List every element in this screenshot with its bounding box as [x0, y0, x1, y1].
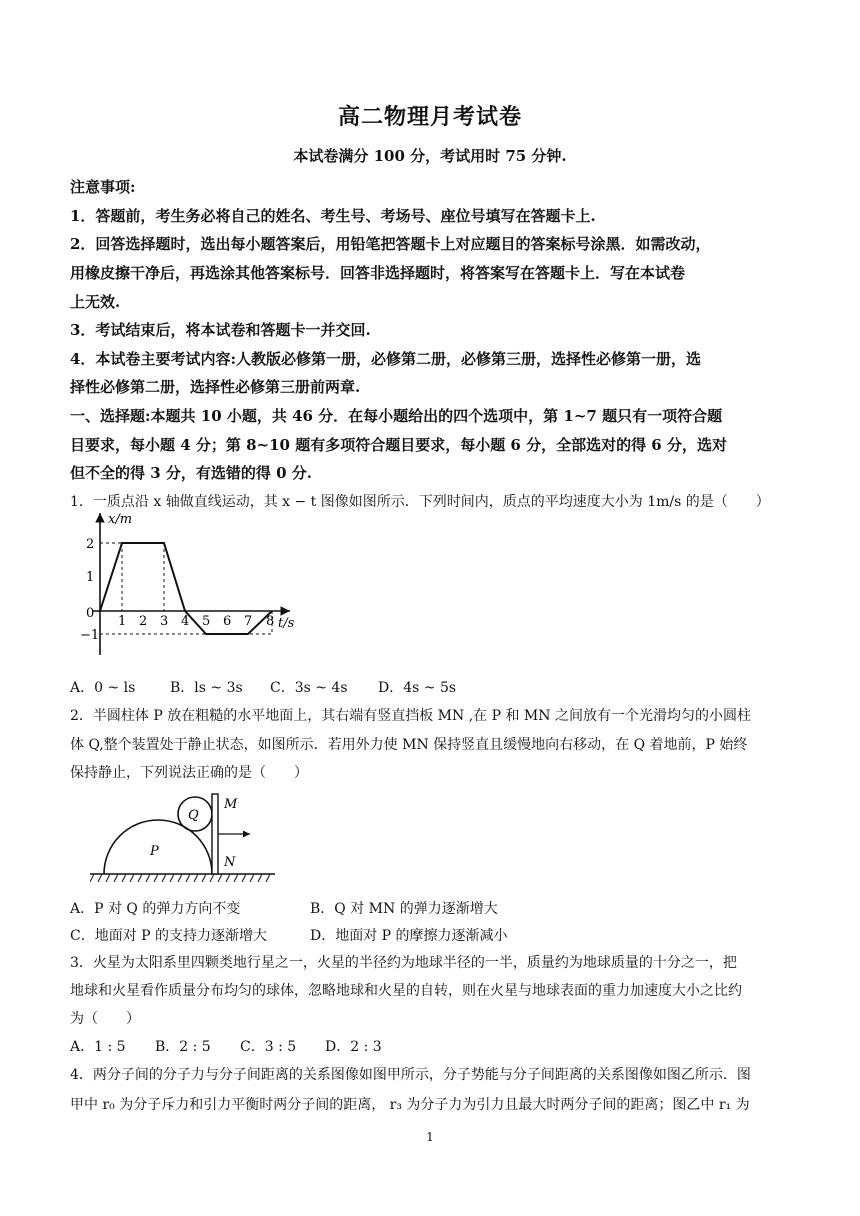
y-axis-label: x/m — [108, 512, 133, 527]
notice-line-1: 1．答题前，考生务必将自己的姓名、考生号、考场号、座位号填写在答题卡上. — [70, 207, 596, 225]
option-c[interactable]: C．3 : 5 — [240, 1039, 297, 1055]
question-2-options-row-1 — [70, 898, 498, 918]
option-c[interactable]: C．地面对 P 的支持力逐渐增大 — [70, 928, 268, 944]
ground-hatching — [90, 874, 270, 882]
x-tick-2: 2 — [139, 614, 148, 629]
label-p: P — [150, 844, 159, 859]
board-mn — [212, 794, 218, 874]
x-tick-3: 3 — [160, 614, 169, 629]
label-q: Q — [188, 808, 199, 823]
option-a[interactable]: A．1 : 5 — [70, 1039, 126, 1055]
option-d[interactable]: D．地面对 P 的摩擦力逐渐减小 — [310, 928, 508, 944]
question-2-figure — [90, 790, 280, 890]
question-1-text: 1．一质点沿 x 轴做直线运动，其 x − t 图像如图所示．下列时间内，质点的平均速度大小为 1m/s 的是（ ） — [70, 494, 770, 510]
section-instructions-1: 一、选择题:本题共 10 小题，共 46 分．在每小题给出的四个选项中，第 1~7 题只有一项符合题 — [70, 407, 723, 425]
option-b[interactable]: B．ls ~ 3s — [170, 680, 243, 696]
label-n: N — [224, 855, 236, 870]
question-3-line-2: 地球和火星看作质量分布均匀的球体，忽略地球和火星的自转，则在火星与地球表面的重力加速度大小之比约 — [70, 983, 742, 999]
x-tick-5: 5 — [202, 614, 211, 629]
y-tick-1: 1 — [86, 570, 95, 585]
x-axis-label: t/s — [278, 616, 295, 631]
x-tick-7: 7 — [244, 614, 253, 629]
question-3-line-1: 3．火星为太阳系里四颗类地行星之一，火星的半径约为地球半径的一半，质量约为地球质量的十分之一，把 — [70, 955, 737, 971]
option-d[interactable]: D．2 : 3 — [325, 1039, 382, 1055]
notice-line-3: 3．考试结束后，将本试卷和答题卡一并交回. — [70, 321, 371, 339]
x-tick-8: 8 — [266, 614, 275, 629]
question-1-options — [70, 677, 456, 697]
notice-line-2b: 用橡皮擦干净后，再选涂其他答案标号．回答非选择题时，将答案写在答题卡上．写在本试卷 — [70, 264, 686, 282]
question-4-line-1: 4．两分子间的分子力与分子间距离的关系图像如图甲所示，分子势能与分子间距离的关系图像如图乙所示．图 — [70, 1067, 751, 1083]
question-3-line-3: 为（ ） — [70, 1011, 140, 1027]
question-1-xt-graph — [80, 505, 310, 665]
label-m: M — [224, 797, 238, 812]
y-tick-neg1: −1 — [80, 628, 100, 643]
notice-line-4a: 4．本试卷主要考试内容:人教版必修第一册，必修第二册，必修第三册，选择性必修第一册，选 — [70, 350, 701, 368]
x-tick-4: 4 — [181, 614, 190, 629]
page-subtitle: 本试卷满分 100 分，考试用时 75 分钟. — [293, 147, 567, 165]
option-b[interactable]: B．2 : 5 — [155, 1039, 211, 1055]
y-tick-0: 0 — [86, 606, 95, 621]
option-a[interactable]: A．0 ~ ls — [70, 680, 136, 696]
section-instructions-3: 但不全的得 3 分，有选错的得 0 分. — [70, 464, 312, 482]
page-number: 1 — [426, 1130, 434, 1144]
x-tick-6: 6 — [223, 614, 232, 629]
question-2-options-row-2 — [70, 925, 508, 945]
option-d[interactable]: D．4s ~ 5s — [378, 680, 457, 696]
notice-line-2c: 上无效. — [70, 293, 121, 311]
question-2-line-2: 体 Q,整个装置处于静止状态，如图所示．若用外力使 MN 保持竖直且缓慢地向右移动，在 Q 着地前，P 始终 — [70, 737, 748, 753]
option-a[interactable]: A．P 对 Q 的弹力方向不变 — [70, 901, 241, 917]
notice-heading: 注意事项: — [70, 178, 136, 196]
notice-line-2a: 2．回答选择题时，选出每小题答案后，用铅笔把答题卡上对应题目的答案标号涂黑．如需改动， — [70, 235, 711, 253]
option-c[interactable]: C．3s ~ 4s — [270, 680, 348, 696]
section-instructions-2: 目要求，每小题 4 分；第 8~10 题有多项符合题目要求，每小题 6 分，全部选对的得 6 分，选对 — [70, 436, 727, 454]
page-title: 高二物理月考试卷 — [337, 104, 522, 130]
x-tick-1: 1 — [118, 614, 127, 629]
question-3-options — [70, 1036, 382, 1056]
option-b[interactable]: B．Q 对 MN 的弹力逐渐增大 — [310, 901, 498, 917]
question-2-line-3: 保持静止，下列说法正确的是（ ） — [70, 765, 308, 781]
question-4-line-2: 甲中 r₀ 为分子斥力和引力平衡时两分子间的距离， r₃ 为分子力为引力且最大时两分子间的距离；图乙中 r₁ 为 — [70, 1097, 750, 1113]
y-tick-2: 2 — [86, 537, 95, 552]
question-2-line-1: 2．半圆柱体 P 放在粗糙的水平地面上，其右端有竖直挡板 MN ,在 P 和 MN 之间放有一个光滑均匀的小圆柱 — [70, 708, 751, 724]
notice-line-4b: 择性必修第二册，选择性必修第三册前两章. — [70, 378, 361, 396]
